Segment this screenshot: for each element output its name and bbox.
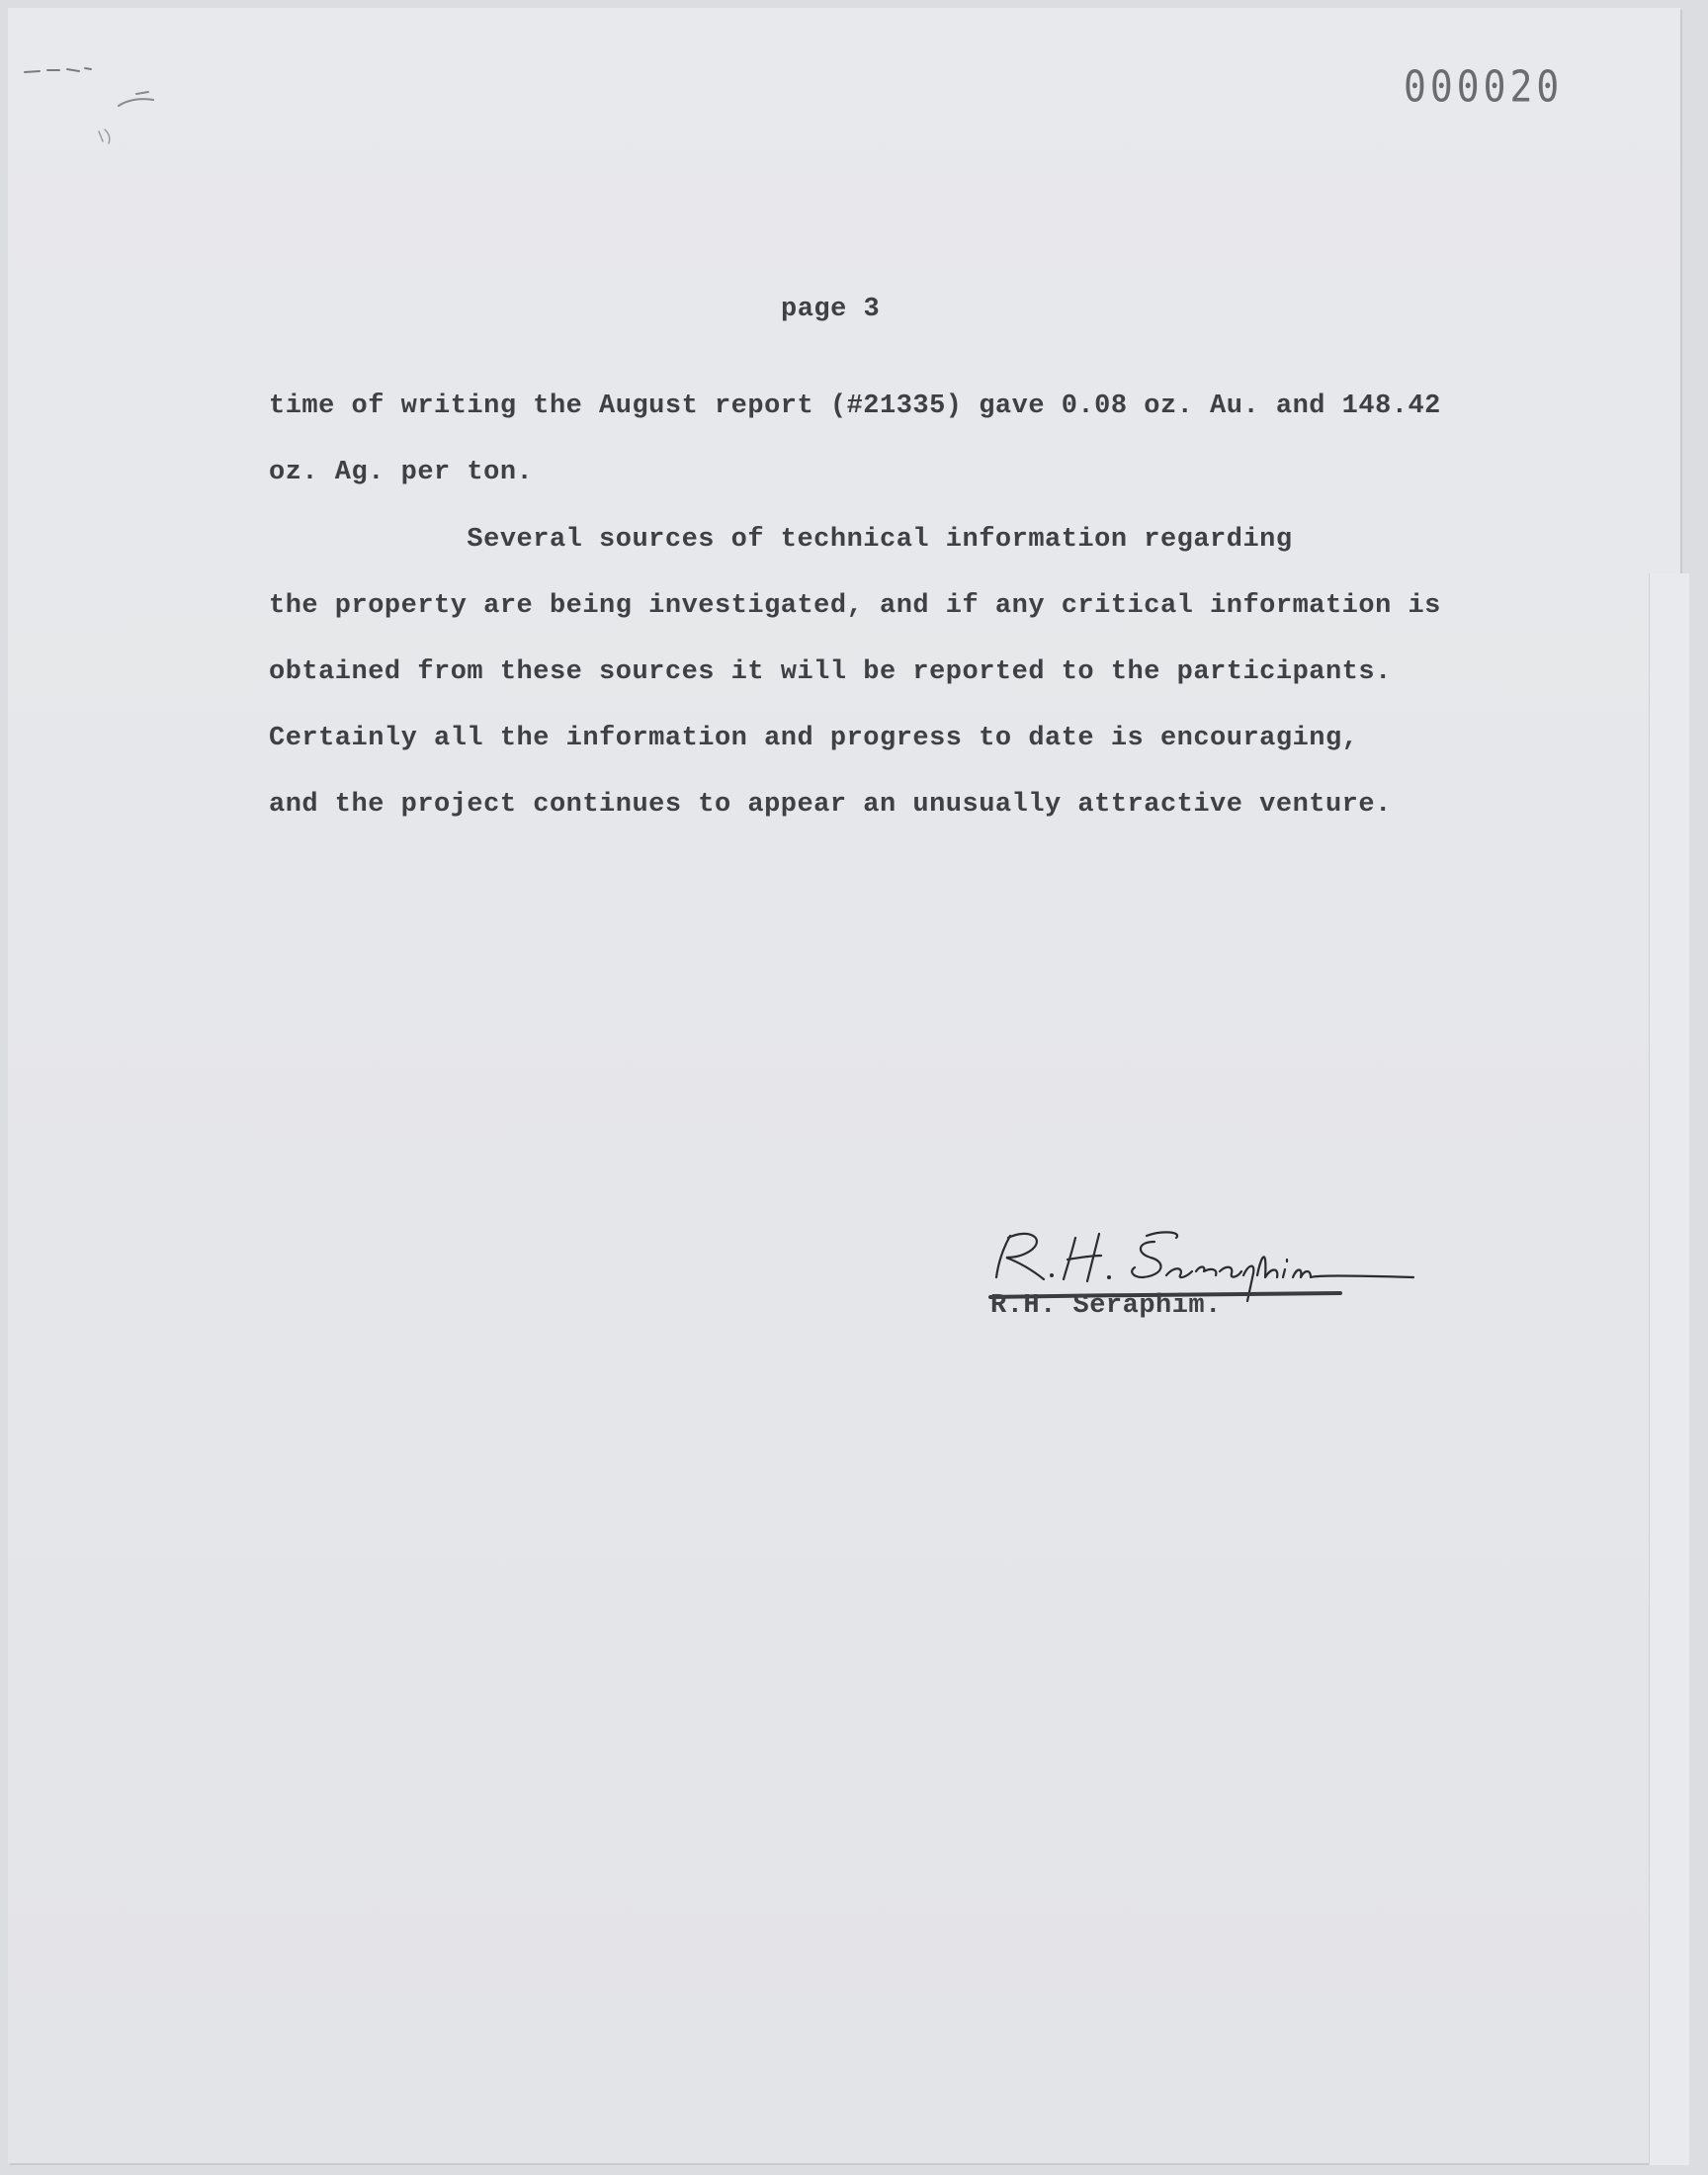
page-number: page 3 [781,295,881,324]
body-line: oz. Ag. per ton. [269,458,534,487]
paper-edge [1649,573,1689,2165]
body-line: and the project continues to appear an unusually attractive venture. [269,790,1392,820]
corner-pencil-marks [20,54,198,153]
paper-sheet [8,8,1680,2163]
body-line: Certainly all the information and progress to date is encouraging, [269,724,1359,753]
body-line: obtained from these sources it will be reported to the participants. [269,657,1392,687]
document-stamp-number: 000020 [1404,61,1564,112]
body-line: time of writing the August report (#21335) gave 0.08 oz. Au. and 148.42 [269,392,1441,421]
body-line: the property are being investigated, and if any critical information is [269,591,1441,621]
signer-name: R.H. Seraphim. [990,1291,1222,1321]
body-line: Several sources of technical information regarding [269,525,1293,555]
